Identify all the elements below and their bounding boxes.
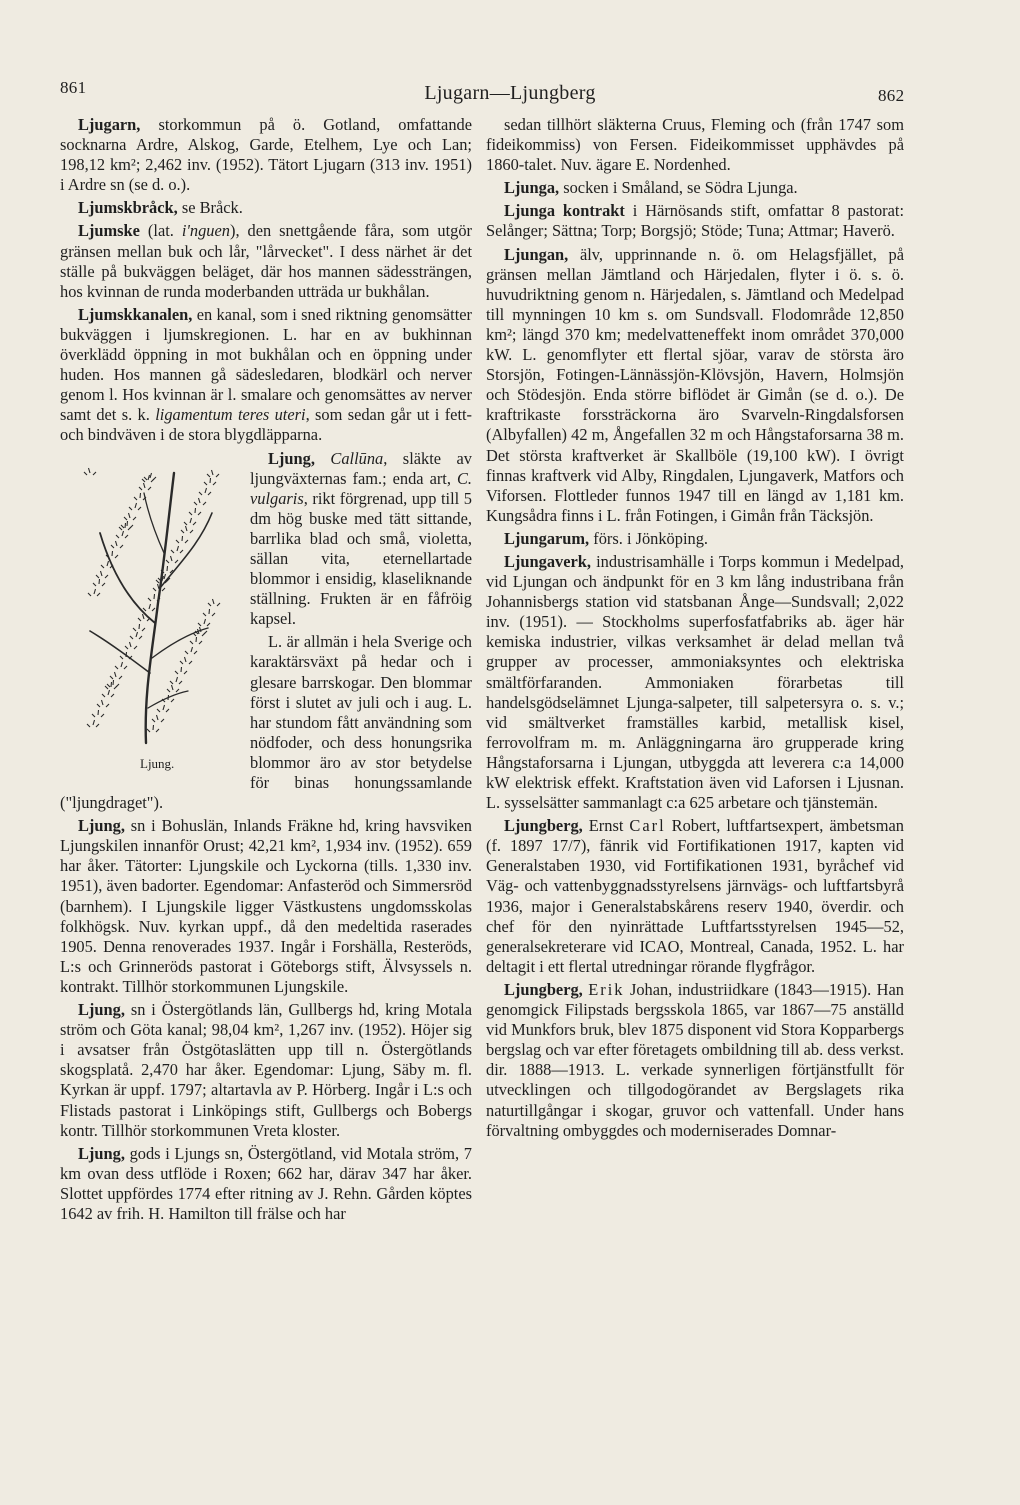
entry-text: en kanal, som i sned riktning genomsätter bukväggen i ljumskregionen. L. har en av bukhinnan överklädd öppning in mot bukhålan och en öppning under huden. Hos mannen gå sädesledaren, blodkärl och nerver genom l. Hos kvinnan är l. smalare och genomsättes av nerver samt det s. k.	[60, 304, 472, 425]
entry-text: sn i Östergötlands län, Gullbergs hd, kring Motala ström och Göta kanal; 98,04 km², 1,267 inv. (1952). Höjer sig i avsatser från Östgötaslätten upp till n. Östergötlands skogsplatå. 2,470 har åker. Egendomar: Ljung, Säby m. fl. Kyrkan är uppf. 1797; altartavla av P. Hörberg. Ingår i L:s och Flistads pastorat i Linköpings stift, Gullbergs och Bobergs kontr. Tillhör storkommunen Vreta kloster.	[60, 1000, 472, 1140]
entry-text: förs. i Jönköping.	[589, 528, 708, 548]
article-entry	[60, 305, 472, 446]
headword: Ljung,	[78, 1143, 125, 1163]
figure-caption: Ljung.	[140, 756, 175, 772]
article-entry	[60, 198, 472, 218]
entry-text: i Härnösands stift, omfattar 8 pastorat: Selånger; Sättna; Torp; Borgsjö; Stöde; Tuna; Attmar; Haverö.	[486, 201, 904, 241]
article-entry	[486, 552, 904, 813]
article-entry	[60, 816, 472, 997]
spaced-name: Erik	[588, 979, 625, 999]
latin-term: Callūna	[330, 448, 384, 468]
latin-term: ligamentum teres uteri	[155, 405, 306, 425]
entry-text: (lat.	[139, 221, 182, 241]
article-entry	[486, 980, 904, 1141]
article-entry	[486, 178, 904, 198]
article-entry	[486, 245, 904, 526]
headword: Ljung,	[78, 1000, 125, 1020]
page-header	[0, 78, 1020, 108]
entry-text: sn i Bohuslän, Inlands Fräkne hd, kring havsviken Ljungskilen innanför Orust; 42,21 km², 1,934 inv. (1952). 659 har åker. Tätorter: Ljungskile och Lyckorna (tills. 1,330 inv. 1951), även badorter. Egendomar: Anfasteröd och Simmersröd (barnhem). I Ljungskile ligger Västkustens ungdomsskolas folkhögsk. Nuv. kyrkan uppf., då den medeltida raserades 1905. Denna renoverades 1937. Ingår i Forshälla, Resteröds, L:s och Grinneröds pastorat i Göteborgs stift, Älvsyssels n. kontrakt. Tillhör storkommunen Ljungskile.	[60, 816, 472, 996]
headword: Ljugarn,	[78, 115, 141, 134]
entry-text: Ernst	[582, 816, 630, 836]
entry-text: Johan, industriidkare (1843—1915). Han genomgick Filipstads bergsskola 1865, var 1867—75 anställd vid Munkfors bruk, blev 1875 disponent vid Stora Kopparbergs bergslag och var efter företagets ombildning till ab. dess verkst. dir. 1888—1913. L. verkade synnerligen förtjänstfullt för utvecklingen och tillgodogörandet av Bergslagets rika naturtillgångar i skogar, gruvor och vattenfall. Under hans förvaltning ombyggdes och moderniserades Domnar-	[486, 979, 904, 1140]
page-number-left: 861	[60, 78, 87, 97]
entry-text	[315, 449, 330, 468]
headword: Ljunga kontrakt	[504, 201, 625, 221]
headword: Ljungaverk,	[504, 551, 591, 571]
latin-term: i'nguen	[181, 221, 230, 241]
article-entry	[486, 816, 904, 977]
page-number-right: 862	[878, 86, 905, 105]
entry-text: socken i Småland, se Södra Ljunga.	[559, 178, 798, 198]
spaced-name: Carl	[629, 816, 666, 836]
entry-text: , som sedan går ut i fett- och bindväven i de stora blygdläpparna.	[60, 405, 473, 445]
entry-text: älv, upprinnande n. ö. om Helagsfjället, på gränsen mellan Jämtland och Härjedalen, flyter i ö. s. ö. huvudriktning genom n. Härjedalen, s. Jämtland och Medelpad till mynningen 10 km s. om Sundsvall. Flodområde 12,850 km²; längd 370 km; medelvatteneffekt inom området 370,000 kW. L. genomflyter ett flertal sjöar, varav de största äro Storsjön, Fotingen-Lännässjön-Klövsjön, Havern, Holmsjön och Stödesjön. Enda större biflödet är Gimån (se d. o.). De kraftrikaste forssträckorna äro Svarveln-Ringdalsforsen (Albyfallen) 42 m, Ångefallen 32 m och Hångstaforsarna 38 m. Det största kraftverket är Skallböle (19,100 kW). I övrigt finnas kraftverk vid Alby, Ringdalen, Ljungaverk, Matfors och Viforsen. Flottleder funnos 1947 till en längd av 1,181 km. Kungsådra finns i L. från Fotingen, i Gimån från Täcksjön.	[486, 244, 904, 525]
entry-text: storkommun på ö. Gotland, omfattande socknarna Ardre, Alskog, Garde, Etelhem, Lye och Lan; 198,12 km²; 2,462 inv. (1952). Tätort Ljugarn (313 inv. 1951) i Ardre sn (se d. o.).	[60, 115, 472, 195]
article-entry	[60, 1000, 472, 1141]
heather-figure	[60, 453, 236, 781]
heather-illustration-icon	[60, 453, 236, 753]
entry-text: gods i Ljungs sn, Östergötland, vid Motala ström, 7 km ovan dess utflöde i Roxen; 662 har, därav 347 har åker. Slottet uppfördes 1774 efter ritning av J. Rehn. Gården köptes 1642 av frih. H. Hamilton till frälse och har	[60, 1143, 472, 1223]
left-column	[60, 115, 472, 1227]
article-entry	[60, 115, 472, 195]
entry-text: ), den snettgående fåra, som utgör gränsen mellan buk och lår, "lårvecket". I dess närhet är det ställe på bukväggen beläget, där hos mannen sädessträngen, hos kvinnan de runda moderbanden utträda ur bukhålan.	[60, 221, 472, 301]
right-column	[486, 115, 904, 1144]
entry-text: sedan tillhört släkterna Cruus, Fleming och (från 1747 som fideikommiss) von Fersen. Fideikommisset upphävdes på 1860-talet. Nuv. ägare E. Nordenhed.	[486, 115, 904, 175]
entry-text: L. är allmän i hela Sverige och karaktärsväxt på hedar och i glesare barrskogar. Den blommar först i slutet av juli och i aug. L. har stundom fått användning som nödfoder, och dess honungsrika blommor äro av stor betydelse för binas honungssamlande ("ljungdraget").	[60, 632, 472, 813]
headword: Ljung,	[268, 448, 315, 468]
running-title: Ljugarn—Ljungberg	[424, 82, 596, 104]
headword: Ljunga,	[504, 178, 560, 198]
headword: Ljung,	[78, 816, 125, 836]
entry-text: Robert, luftfartsexpert, ämbetsman (f. 1897 17/7), fänrik vid Fortifikationen 1917, kapten vid Generalstaben 1930, vid Fortifikationen 1931, byråchef vid Väg- och vattenbyggnadsstyrelsens järnvägs- och luftfartsbyrå 1936, major i Generalstabskårens reserv 1940, överdir. och chef för den nyinrättade Luftfartsstyrelsen 1945—52, generalsekreterare vid ICAO, Montreal, Canada, 1952. L. har deltagit i ett flertal utredningar rörande flygfrågor.	[486, 816, 904, 976]
entry-text: , rikt förgrenad, upp till 5 dm hög buske med tätt sittande, barrlika blad och små, violetta, sällan vita, eternellartade blommor i ensidig, klaseliknande ställning. Frukten är en fåfröig kapsel.	[250, 488, 472, 629]
headword: Ljumskbråck,	[78, 198, 178, 218]
headword: Ljungberg,	[504, 816, 583, 836]
article-entry	[60, 1144, 472, 1224]
headword: Ljungan,	[504, 244, 569, 264]
entry-text: se Bråck.	[177, 198, 243, 218]
article-entry	[486, 529, 904, 549]
article-entry	[486, 201, 904, 241]
article-entry	[486, 115, 904, 175]
latin-term: C. vulgaris	[250, 468, 472, 508]
headword: Ljumske	[78, 221, 140, 241]
entry-text: , släkte av ljungväxternas fam.; enda art,	[250, 448, 472, 488]
headword: Ljungarum,	[504, 528, 590, 548]
headword: Ljungberg,	[504, 979, 583, 999]
article-entry	[60, 221, 472, 301]
headword: Ljumskkanalen,	[78, 304, 193, 324]
entry-text: industrisamhälle i Torps kommun i Medelpad, vid Ljungan och ändpunkt för en 3 km lång industribana från Johannisbergs station vid statsbanan Ånge—Sundsvall; 2,022 inv. (1951). — Stockholms superfosfatfabriks ab. äger här kemiska industrier, vilkas verksamhet är delad mellan två grupper av processer, ammoniaksyntes och elektriska smältförfaranden. Ammoniaken förarbetas till handelsgödselämnet Ljunga-salpeter, till salpetersyra o. s. v.; vid smältverket framställes karbid, metallisk kisel, ferrovolfram m. m. Anläggningarna äro grupperade kring Hångstaforsarna i Ljungan, utbyggda att leverera c:a 14,000 kW elektrisk effekt. Kraftstation även vid Laforsen i Ljusnan. L. sysselsätter sammanlagt c:a 625 arbetare och tjänstemän.	[486, 551, 904, 813]
